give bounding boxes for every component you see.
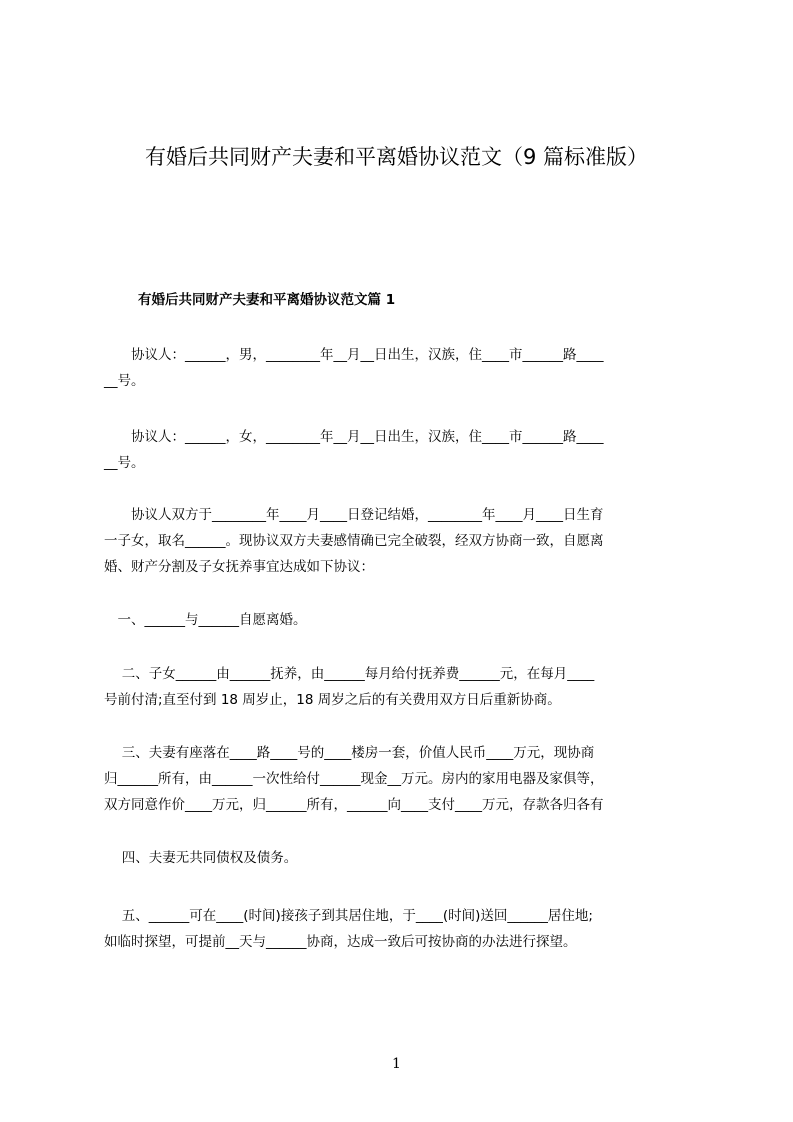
paragraph-clause-4: [104, 845, 704, 871]
paragraph-clause-5: [104, 903, 704, 955]
paragraph-line: 协议人：______，男，________年__月__日出生，汉族，住____市______路____: [104, 347, 604, 363]
paragraph-marriage-info: [104, 502, 704, 580]
paragraph-line: 双方同意作价____万元，归______所有，______向____支付____万元，存款各归各有: [104, 797, 604, 813]
paragraph-party-female: [104, 424, 704, 476]
paragraph-line: 一、______与______自愿离婚。: [104, 612, 307, 628]
paragraph-line: 协议人：______，女，________年__月__日出生，汉族，住____市______路____: [104, 429, 604, 445]
paragraph-line: 五、______可在____(时间)接孩子到其居住地，于____(时间)送回______居住地;: [104, 908, 593, 924]
paragraph-party-male: [104, 342, 704, 394]
paragraph-line: 号前付清;直至付到 18 周岁止，18 周岁之后的有关费用双方日后重新协商。: [104, 692, 561, 708]
paragraph-line: 一子女，取名______。现协议双方夫妻感情确已完全破裂，经双方协商一致，自愿离: [104, 533, 604, 549]
paragraph-line: 三、夫妻有座落在____路____号的____楼房一套，价值人民币____万元，现协商: [104, 745, 595, 761]
paragraph-line: __号。: [104, 455, 145, 471]
paragraph-clause-3: [104, 740, 704, 818]
paragraph-line: 如临时探望，可提前__天与______协商，达成一致后可按协商的办法进行探望。: [104, 934, 577, 950]
paragraph-line: 二、子女______由______抚养，由______每月给付抚养费______元，在每月____: [104, 666, 595, 682]
paragraph-line: __号。: [104, 373, 145, 389]
page-number: 1: [392, 1056, 401, 1072]
paragraph-clause-1: [104, 607, 704, 633]
paragraph-clause-2: [104, 661, 704, 713]
paragraph-line: 婚、财产分割及子女抚养事宜达成如下协议：: [104, 559, 374, 575]
paragraph-line: 归______所有，由______一次性给付______现金__万元。房内的家用电器及家俱等，: [104, 771, 604, 787]
document-title: 有婚后共同财产夫妻和平离婚协议范文（9 篇标准版）: [144, 145, 649, 169]
paragraph-line: 协议人双方于________年____月____日登记结婚，________年____月____日生育: [104, 507, 604, 523]
section-heading: 有婚后共同财产夫妻和平离婚协议范文篇 1: [138, 292, 396, 308]
paragraph-line: 四、夫妻无共同债权及债务。: [104, 850, 298, 866]
